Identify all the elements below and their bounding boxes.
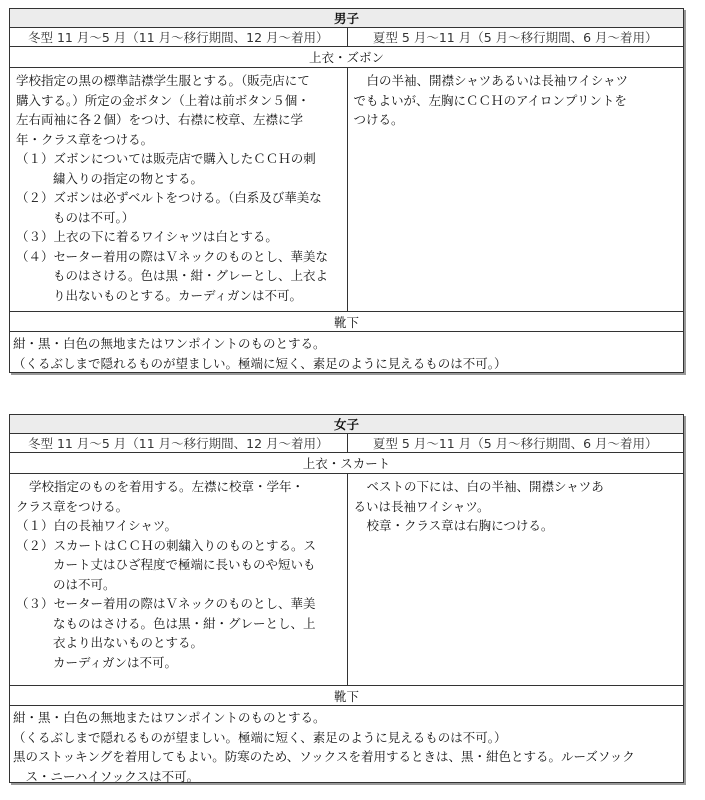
text-line: 学校指定のものを着用する。左襟に校章・学年・ [29, 479, 305, 494]
text-line: ものは不可。） [53, 209, 135, 225]
text-line: （くるぶしまで隠れるものが望ましい。極端に短く、素足のように見えるものは不可。） [13, 355, 507, 371]
content-row [10, 474, 683, 686]
text-line: （１）白の長袖ワイシャツ。 [16, 518, 178, 533]
section-title: 上衣・ズボン [308, 50, 384, 65]
socks-rules [10, 706, 683, 782]
socks-title-row [10, 312, 683, 332]
text-line: （２）ズボンは必ずベルトをつける。（白系及び華美な [16, 190, 322, 205]
season-row [10, 434, 683, 453]
summer-season: 夏型 5 月～11 月（5 月～移行期間、6 月～着用） [347, 28, 684, 46]
text-line: ものはさける。色は黒・紺・グレーとし、上衣よ [53, 268, 329, 283]
socks-row [10, 332, 683, 372]
text-line: （３）上衣の下に着るワイシャツは白とする。 [16, 229, 278, 244]
summer-rules [347, 68, 684, 311]
text-line: （３）セーター着用の際はＶネックのものとし、華美 [16, 596, 316, 611]
text-line: 黒のストッキングを着用してもよい。防寒のため、ソックスを着用するときは、黒・紺色とする。ルーズソック [13, 749, 635, 764]
socks-title: 靴下 [333, 314, 359, 330]
text-line: （４）セーター着用の際はＶネックのものとし、華美な [16, 248, 329, 264]
female-uniform-table [9, 414, 684, 783]
text-line: 購入する。）所定の金ボタン（上着は前ボタン５個・ [16, 92, 310, 108]
section-row [10, 453, 683, 474]
male-title-row [10, 9, 683, 28]
summer-season: 夏型 5 月～11 月（5 月～移行期間、6 月～着用） [347, 434, 684, 452]
text-line: カーディガンは不可。 [53, 654, 178, 670]
text-line: 校章・クラス章は右胸につける。 [366, 518, 554, 533]
text-line: 年・クラス章をつける。 [16, 131, 154, 147]
text-line: クラス章をつける。 [16, 498, 129, 514]
winter-season: 冬型 11 月～5 月（11 月～移行期間、12 月～着用） [27, 30, 329, 45]
socks-rules [10, 332, 683, 372]
text-line: 白の半袖、開襟シャツあるいは長袖ワイシャツ [366, 73, 629, 88]
text-line: 衣より出ないものとする。 [53, 635, 204, 650]
winter-season: 冬型 11 月～5 月（11 月～移行期間、12 月～着用） [27, 436, 329, 451]
text-line: （２）スカートはＣＣＨの刺繍入りのものとする。ス [16, 537, 317, 553]
text-line: 左右両袖に各２個）をつけ、右襟に校章、左襟に学 [16, 112, 304, 127]
text-line: （くるぶしまで隠れるものが望ましい。極端に短く、素足のように見えるものは不可。） [13, 729, 507, 745]
section-row [10, 47, 683, 68]
text-line: 繍入りの指定の物とする。 [53, 170, 204, 186]
socks-row [10, 706, 683, 782]
summer-rules [347, 474, 684, 685]
table-title: 男子 [333, 11, 359, 26]
text-line: なものはさける。色は黒・紺・グレーとし、上 [53, 615, 316, 631]
male-uniform-table [9, 8, 684, 373]
socks-title: 靴下 [333, 688, 359, 704]
text-line: 学校指定の黒の標準詰襟学生服とする。（販売店にて [16, 73, 310, 88]
winter-rules [10, 68, 347, 311]
text-line: るいは長袖ワイシャツ。 [353, 498, 490, 514]
text-line: カート丈はひざ程度で極端に長いものや短いも [53, 557, 316, 572]
text-line: り出ないものとする。カーディガンは不可。 [53, 287, 303, 303]
text-line: （１）ズボンについては販売店で購入したＣＣＨの刺 [16, 151, 316, 166]
text-line: のは不可。 [53, 576, 116, 592]
text-line: 紺・黒・白色の無地またはワンポイントのものとする。 [13, 710, 326, 725]
content-row [10, 68, 683, 312]
table-title: 女子 [333, 417, 359, 432]
season-row [10, 28, 683, 47]
text-line: ス・ニーハイソックスは不可。 [13, 768, 200, 784]
winter-rules [10, 474, 347, 685]
socks-title-row [10, 686, 683, 706]
text-line: つける。 [353, 112, 404, 127]
text-line: でもよいが、左胸にＣＣＨのアイロンプリントを [353, 92, 627, 108]
section-title: 上衣・スカート [302, 456, 391, 471]
text-line: 紺・黒・白色の無地またはワンポイントのものとする。 [13, 336, 326, 351]
text-line: ベストの下には、白の半袖、開襟シャツあ [366, 479, 604, 494]
female-title-row [10, 415, 683, 434]
